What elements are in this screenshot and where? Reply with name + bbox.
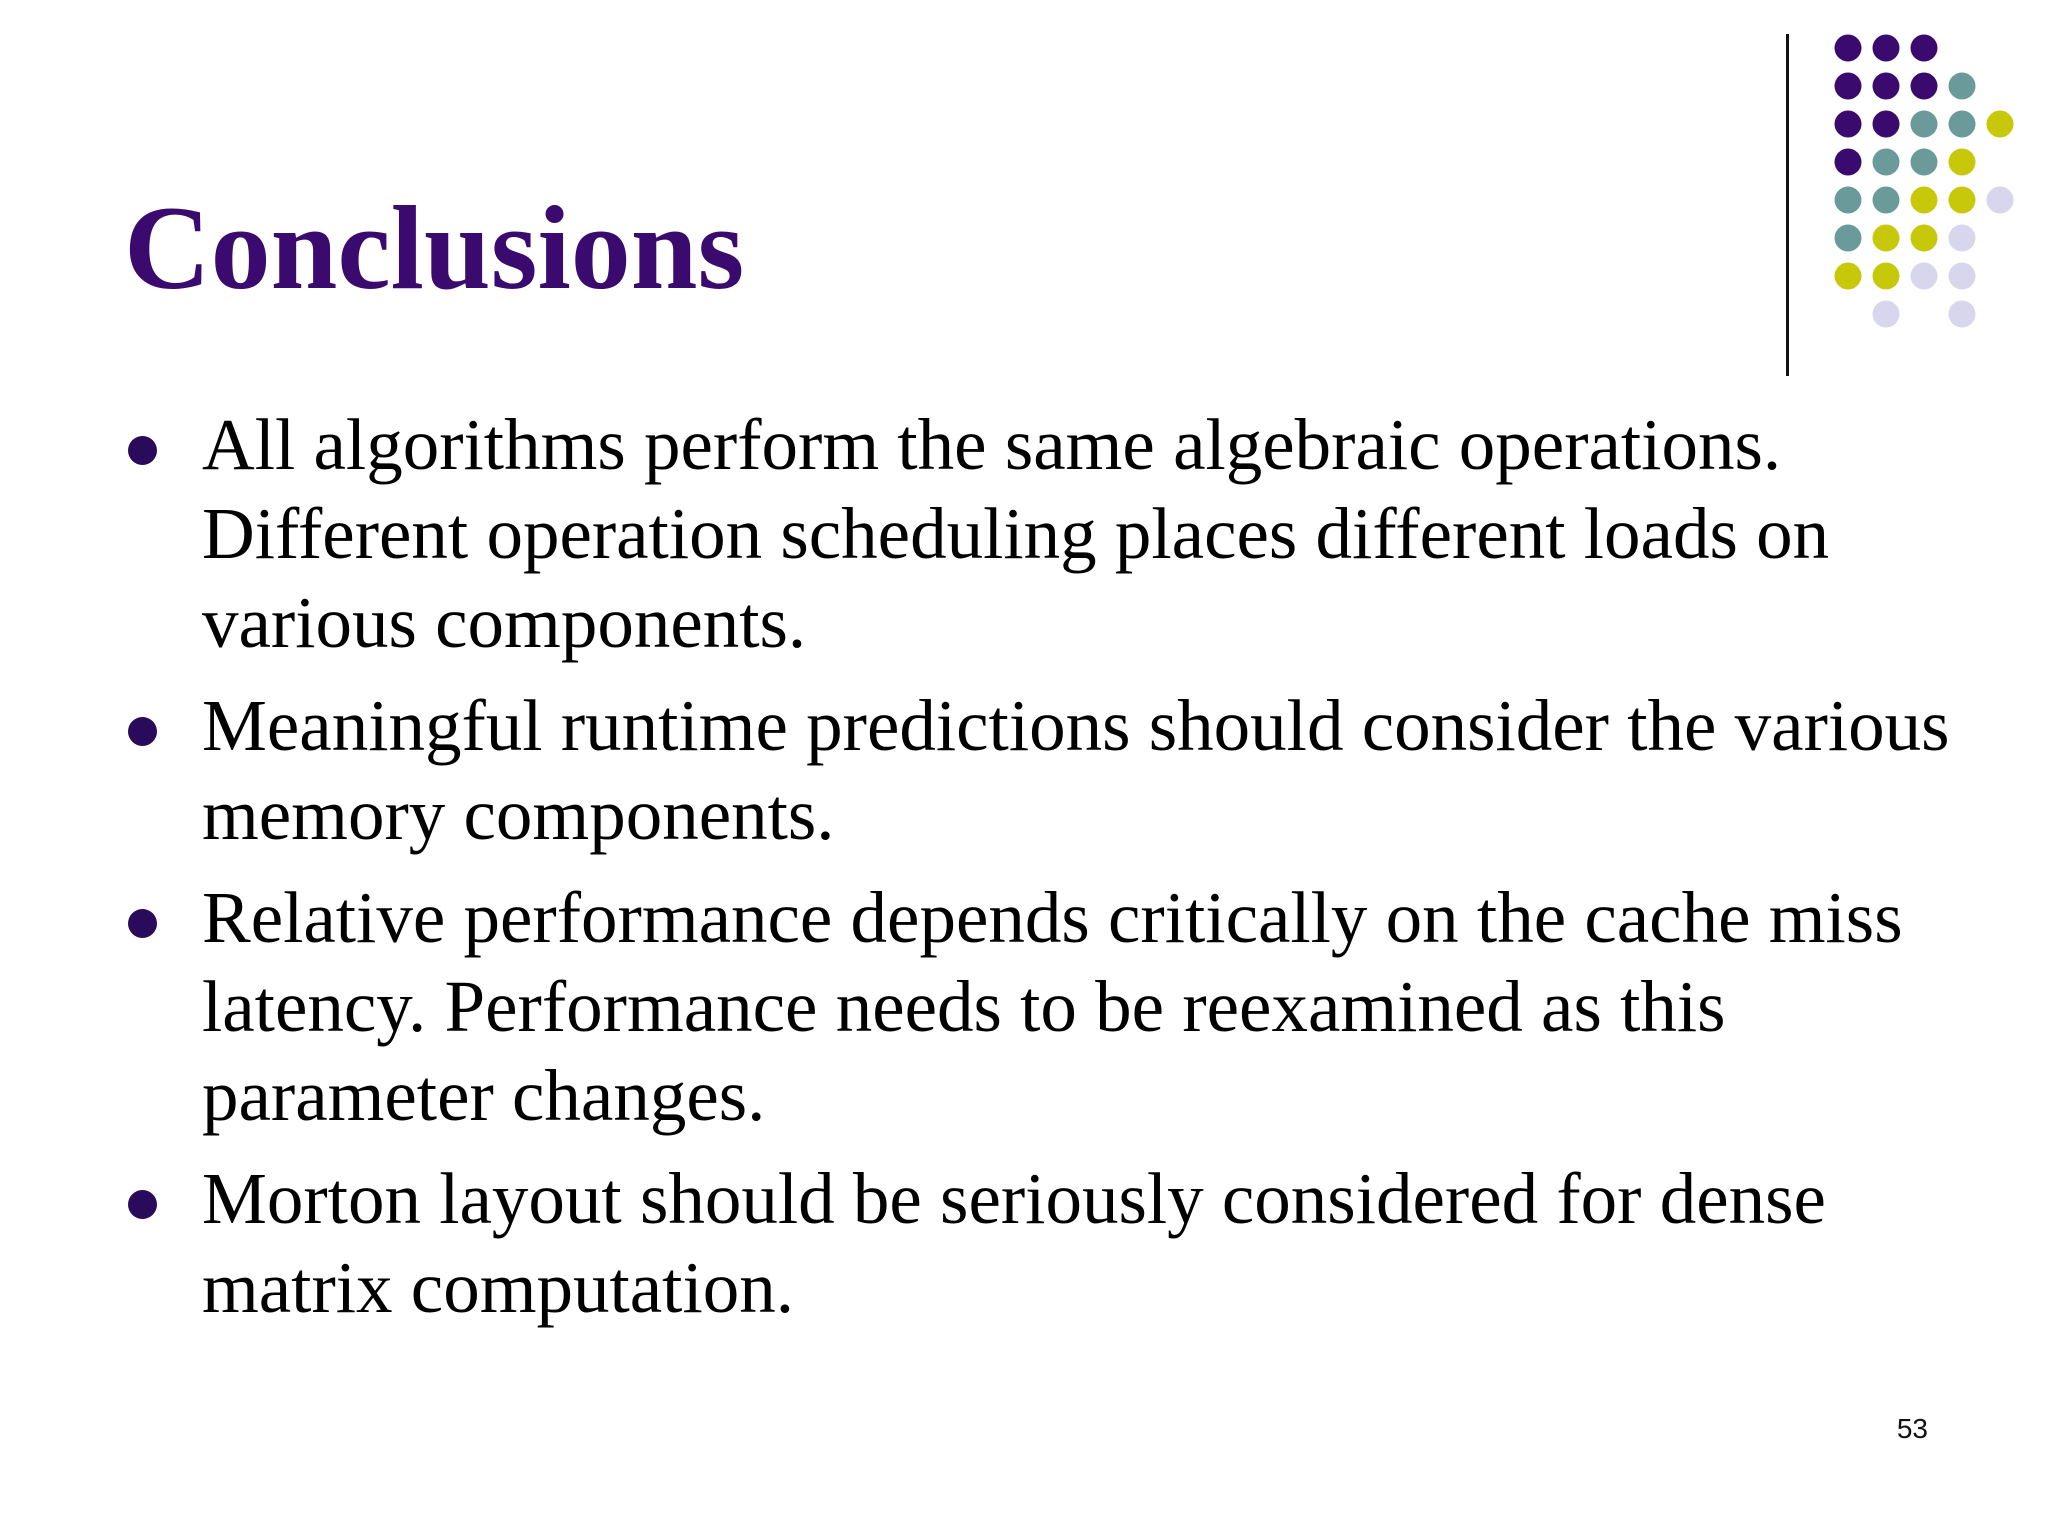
decorative-dot xyxy=(1911,225,1938,252)
bullet-item xyxy=(124,400,1954,667)
decorative-dot xyxy=(1911,111,1938,138)
decorative-dot xyxy=(1873,301,1900,328)
decorative-dot xyxy=(1911,263,1938,290)
decorative-dot xyxy=(1835,35,1862,62)
decorative-dot xyxy=(1835,111,1862,138)
decorative-dot xyxy=(1911,73,1938,100)
decorative-dot xyxy=(1949,73,1976,100)
decorative-dot xyxy=(1949,149,1976,176)
decorative-dot xyxy=(1911,187,1938,214)
decorative-dot xyxy=(1987,111,2014,138)
decorative-dot-grid xyxy=(0,0,2048,400)
decorative-dot xyxy=(1835,263,1862,290)
bullet-text: Relative performance depends critically on the cache miss latency. Performance needs to be reexamined as this parameter changes. xyxy=(202,877,1903,1136)
decorative-dot xyxy=(1949,301,1976,328)
decorative-dot xyxy=(1949,111,1976,138)
bullet-item xyxy=(124,1154,1954,1332)
decorative-dot xyxy=(1873,187,1900,214)
decorative-dot xyxy=(1835,225,1862,252)
decorative-dot xyxy=(1987,187,2014,214)
decorative-dot xyxy=(1873,225,1900,252)
bullet-marker xyxy=(128,1190,157,1219)
decorative-dot xyxy=(1949,187,1976,214)
decorative-dot xyxy=(1873,111,1900,138)
decorative-dot xyxy=(1873,73,1900,100)
bullet-item xyxy=(124,681,1954,859)
bullet-marker xyxy=(128,436,157,465)
decorative-dot xyxy=(1949,225,1976,252)
slide-number: 53 xyxy=(1896,1413,1928,1444)
bullet-text: All algorithms perform the same algebraic operations. Different operation scheduling places different loads on various components. xyxy=(202,404,1830,663)
decorative-dot xyxy=(1835,187,1862,214)
bullet-marker xyxy=(128,909,157,938)
bullet-marker xyxy=(128,717,157,746)
decorative-dot xyxy=(1835,73,1862,100)
decorative-dot xyxy=(1873,149,1900,176)
bullet-text: Morton layout should be seriously considered for dense matrix computation. xyxy=(202,1158,1826,1328)
decorative-dot xyxy=(1911,149,1938,176)
decorative-dot xyxy=(1873,263,1900,290)
slide-title: Conclusions xyxy=(124,181,745,314)
bullet-text: Meaningful runtime predictions should consider the various memory components. xyxy=(202,685,1950,855)
decorative-dot xyxy=(1911,35,1938,62)
bullet-item xyxy=(124,873,1954,1140)
bullet-list xyxy=(124,400,1954,1346)
decorative-dot xyxy=(1949,263,1976,290)
decorative-dot xyxy=(1873,35,1900,62)
decorative-dot xyxy=(1835,149,1862,176)
